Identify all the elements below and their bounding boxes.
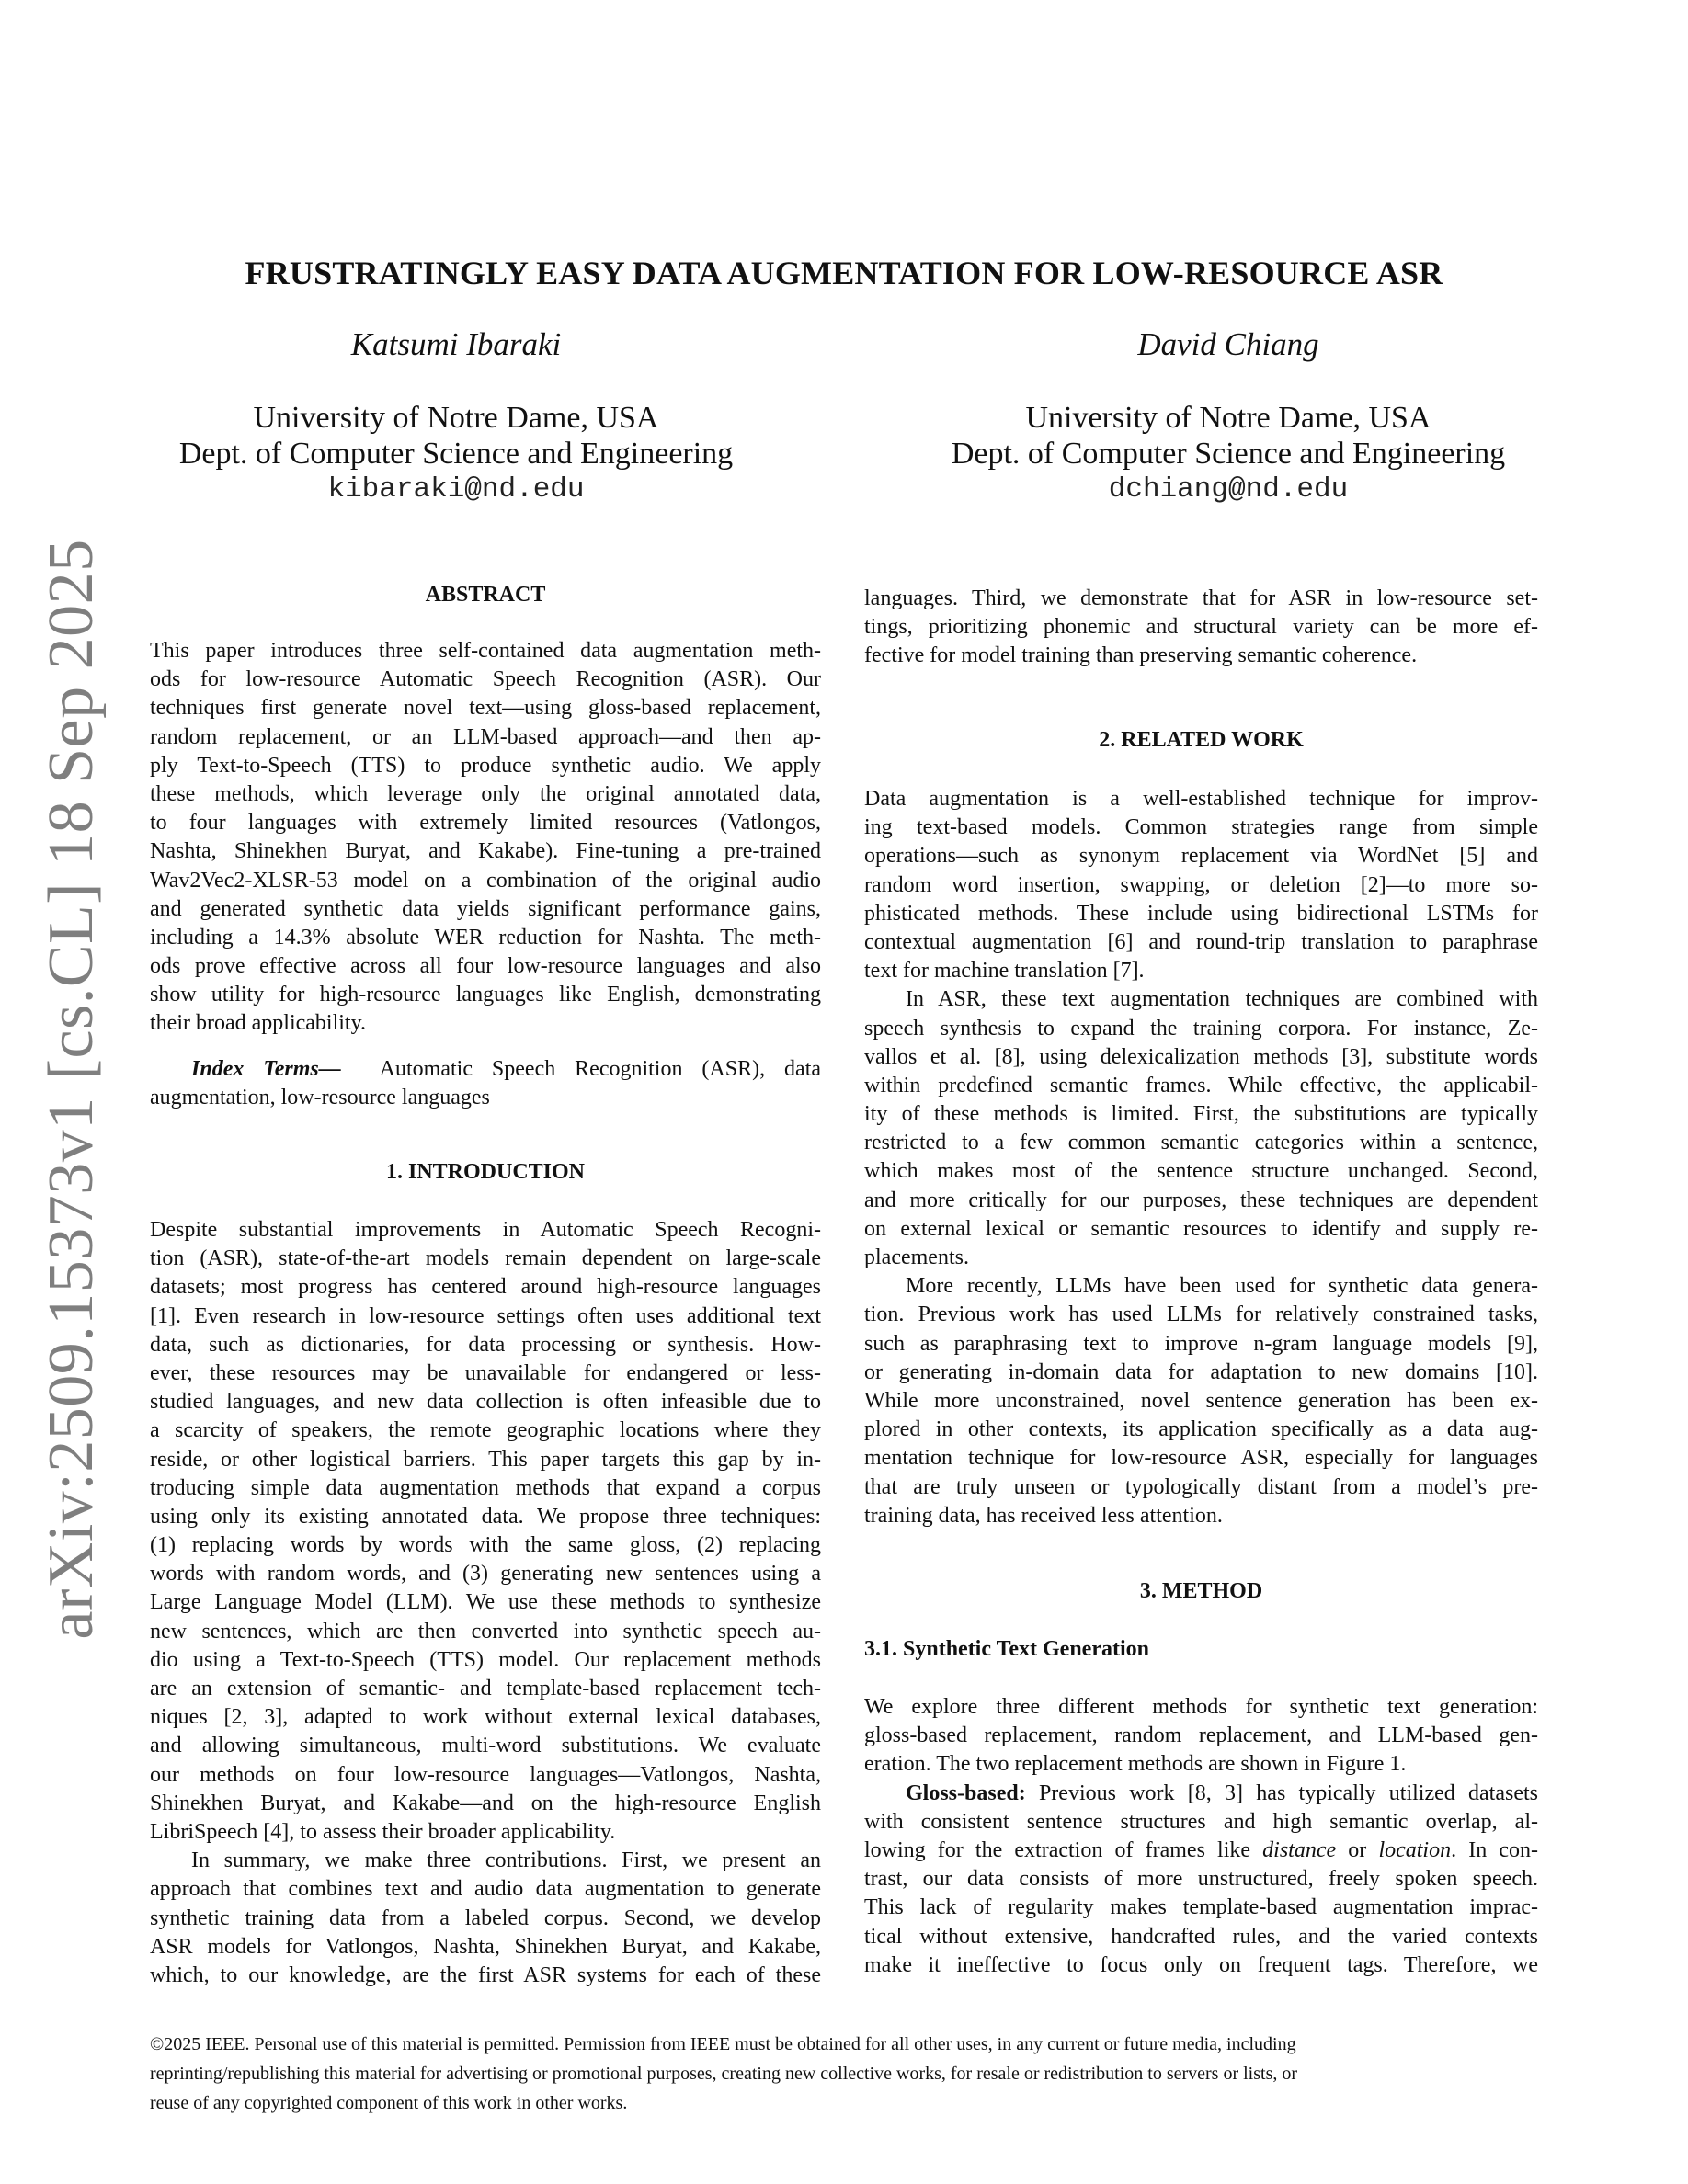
- text-line: which makes most of the sentence structure unchanged. Second,: [864, 1159, 1538, 1184]
- text-line: This paper introduces three self-contained data augmentation meth-: [150, 639, 821, 663]
- footer-line: reprinting/republishing this material for advertising or promotional purposes, creating new collective works, for resale or redistribution to servers or lists, or: [150, 2064, 1298, 2084]
- index-terms-text: Automatic Speech Recognition (ASR), data: [379, 1057, 821, 1081]
- affiliation-university: University of Notre Dame, USA: [1025, 401, 1431, 435]
- text-line: vallos et al. [8], using delexicalization methods [3], substitute words: [864, 1044, 1538, 1069]
- text-line: [864, 1837, 1538, 1865]
- footer-line: reuse of any copyrighted component of this work in other works.: [150, 2093, 628, 2113]
- text-line: ASR models for Vatlongos, Nashta, Shinekhen Buryat, and Kakabe,: [150, 1934, 821, 1959]
- text-line: plored in other contexts, its application specifically as a data aug-: [864, 1417, 1538, 1442]
- text-line: restricted to a few common semantic categories within a sentence,: [864, 1131, 1538, 1155]
- text-line: Shinekhen Buryat, and Kakabe—and on the high-resource English: [150, 1791, 821, 1815]
- copyright-notice: [150, 2030, 1538, 2118]
- text-line: within predefined semantic frames. While effective, the applicabil-: [864, 1073, 1538, 1098]
- paper-title: FRUSTRATINGLY EASY DATA AUGMENTATION FOR LOW-RESOURCE ASR: [245, 255, 1443, 291]
- text-line: ods prove effective across all four low-resource languages and also: [150, 954, 821, 979]
- text-line: More recently, LLMs have been used for synthetic data genera-: [906, 1274, 1538, 1299]
- text-line: tical without extensive, handcrafted rules, and the varied contexts: [864, 1924, 1538, 1949]
- text-line: such as paraphrasing text to improve n-gram language models [9],: [864, 1331, 1538, 1356]
- text-line: random word insertion, swapping, or deletion [2]—to more so-: [864, 872, 1538, 897]
- text-line: [1]. Even research in low-resource settings often uses additional text: [150, 1303, 821, 1328]
- author-name: David Chiang: [1137, 326, 1319, 362]
- text-line: [150, 1055, 821, 1084]
- text-line: In summary, we make three contributions. First, we present an: [191, 1848, 821, 1873]
- method-paragraph-1: [864, 1693, 1538, 1980]
- text-line: placements.: [864, 1246, 969, 1269]
- text-line: In ASR, these text augmentation techniques are combined with: [906, 987, 1538, 1012]
- text-line: techniques first generate novel text—using gloss-based replacement,: [150, 696, 821, 721]
- related-work-heading: 2. RELATED WORK: [1099, 728, 1304, 752]
- affiliation-department: Dept. of Computer Science and Engineering: [951, 437, 1506, 471]
- text-line: This lack of regularity makes template-based augmentation imprac-: [864, 1895, 1538, 1920]
- text-line: reside, or other logistical barriers. This paper targets this gap by in-: [150, 1447, 821, 1472]
- text-line: contextual augmentation [6] and round-trip translation to paraphrase: [864, 929, 1538, 954]
- text-line: tion. Previous work has used LLMs for relatively constrained tasks,: [864, 1302, 1538, 1327]
- text-line: on external lexical or semantic resources to identify and supply re-: [864, 1216, 1538, 1241]
- abstract-heading: ABSTRACT: [425, 583, 546, 607]
- left-column: [150, 0, 821, 2184]
- text-line: and more critically for our purposes, these techniques are dependent: [864, 1188, 1538, 1212]
- text-line: text for machine translation [7].: [864, 959, 1145, 984]
- text-line: Large Language Model (LLM). We use these methods to synthesize: [150, 1590, 821, 1615]
- related-work-paragraph-1: [864, 785, 1538, 1530]
- abstract-body: [150, 637, 821, 1039]
- text-line: speech synthesis to expand the training corpora. For instance, Ze-: [864, 1016, 1538, 1041]
- text-line: data, such as dictionaries, for data processing or synthesis. How-: [150, 1332, 821, 1357]
- index-terms: [150, 1055, 821, 1112]
- author-email[interactable]: kibaraki@nd.edu: [327, 473, 585, 506]
- text-line: are an extension of semantic- and template-based replacement tech-: [150, 1677, 821, 1701]
- text-line: ply Text-to-Speech (TTS) to produce synthetic audio. We apply: [150, 753, 821, 778]
- text-line: troducing simple data augmentation methods that expand a corpus: [150, 1475, 821, 1500]
- text-line: with consistent sentence structures and high semantic overlap, al-: [864, 1809, 1538, 1834]
- text-line: Nashta, Shinekhen Buryat, and Kakabe). Fine-tuning a pre-trained: [150, 839, 821, 864]
- text-line: studied languages, and new data collection is often infeasible due to: [150, 1390, 821, 1415]
- text-line: their broad applicability.: [150, 1011, 367, 1036]
- text-line: operations—such as synonym replacement via WordNet [5] and: [864, 844, 1538, 869]
- right-column: [864, 0, 1538, 2184]
- text-line: random replacement, or an LLM-based approach—and then ap-: [150, 724, 821, 749]
- text-line: which, to our knowledge, are the first ASR systems for each of these: [150, 1962, 821, 1987]
- text-line: dio using a Text-to-Speech (TTS) model. Our replacement methods: [150, 1647, 821, 1672]
- text-line: show utility for high-resource languages like English, demonstrating: [150, 983, 821, 1007]
- text-span: Previous work [8, 3] has typically utilized datasets: [1038, 1780, 1538, 1805]
- text-line: Data augmentation is a well-established technique for improv-: [864, 787, 1538, 811]
- text-line: approach that combines text and audio data augmentation to generate: [150, 1877, 821, 1902]
- author-email[interactable]: dchiang@nd.edu: [1108, 473, 1349, 506]
- text-line: Wav2Vec2-XLSR-53 model on a combination of the original audio: [150, 868, 821, 893]
- text-line: training data, has received less attention.: [864, 1503, 1223, 1528]
- text-span: or: [1336, 1837, 1379, 1862]
- text-line: While more unconstrained, novel sentence generation has been ex-: [864, 1388, 1538, 1413]
- text-line: augmentation, low-resource languages: [150, 1086, 490, 1110]
- arxiv-stamp: arXiv:2509.15373v1 [cs.CL] 18 Sep 2025: [36, 539, 107, 1640]
- text-line: (1) replacing words by words with the same gloss, (2) replacing: [150, 1533, 821, 1558]
- text-line: or generating in-domain data for adaptation to new domains [10].: [864, 1359, 1538, 1384]
- text-line: including a 14.3% absolute WER reduction for Nashta. The meth-: [150, 925, 821, 950]
- text-line: synthetic training data from a labeled corpus. Second, we develop: [150, 1905, 821, 1930]
- index-terms-label: Index Terms—: [191, 1057, 341, 1081]
- text-line: ity of these methods is limited. First, the substitutions are typically: [864, 1102, 1538, 1127]
- text-line: We explore three different methods for synthetic text generation:: [864, 1695, 1538, 1719]
- introduction-paragraph-1: [150, 1216, 821, 1990]
- subsection-heading: 3.1. Synthetic Text Generation: [864, 1637, 1149, 1661]
- text-span: lowing for the extraction of frames like: [864, 1837, 1263, 1862]
- text-line: trast, our data consists of more unstructured, freely spoken speech.: [864, 1867, 1538, 1892]
- author-name: Katsumi Ibaraki: [350, 326, 562, 362]
- text-span: . In con-: [1451, 1837, 1538, 1862]
- text-line: fective for model training than preserving semantic coherence.: [864, 643, 1418, 668]
- text-line: niques [2, 3], adapted to work without external lexical databases,: [150, 1705, 821, 1730]
- affiliation-department: Dept. of Computer Science and Engineering: [178, 437, 734, 471]
- text-line: mentation technique for low-resource ASR, especially for languages: [864, 1446, 1538, 1471]
- introduction-paragraph-2-continued: [864, 585, 1538, 671]
- footer-line: ©2025 IEEE. Personal use of this material is permitted. Permission from IEEE must be obtained for all other uses, in any current or future media, including: [150, 2034, 1296, 2054]
- affiliation-university: University of Notre Dame, USA: [253, 401, 659, 435]
- text-line: languages. Third, we demonstrate that for ASR in low-resource set-: [864, 586, 1538, 610]
- text-line: that are truly unseen or typologically distant from a model’s pre-: [864, 1474, 1538, 1499]
- emphasis-location: location: [1378, 1837, 1452, 1862]
- text-line: and allowing simultaneous, multi-word substitutions. We evaluate: [150, 1734, 821, 1758]
- text-line: these methods, which leverage only the original annotated data,: [150, 781, 821, 806]
- text-line: our methods on four low-resource languages—Vatlongos, Nashta,: [150, 1762, 821, 1787]
- text-line: ods for low-resource Automatic Speech Recognition (ASR). Our: [150, 667, 821, 692]
- text-line: phisticated methods. These include using bidirectional LSTMs for: [864, 901, 1538, 926]
- text-line: using only its existing annotated data. We propose three techniques:: [150, 1504, 821, 1529]
- text-line: to four languages with extremely limited resources (Vatlongos,: [150, 811, 821, 836]
- text-line: ing text-based models. Common strategies range from simple: [864, 815, 1538, 840]
- text-line: new sentences, which are then converted into synthetic speech au-: [150, 1619, 821, 1644]
- gloss-based-label: Gloss-based:: [906, 1780, 1026, 1805]
- text-line: a scarcity of speakers, the remote geographic locations where they: [150, 1418, 821, 1443]
- emphasis-distance: distance: [1262, 1837, 1337, 1862]
- text-line: make it ineffective to focus only on frequent tags. Therefore, we: [864, 1952, 1538, 1977]
- text-line: ever, these resources may be unavailable for endangered or less-: [150, 1360, 821, 1385]
- text-line: tion (ASR), state-of-the-art models remain dependent on large-scale: [150, 1246, 821, 1271]
- text-line: eration. The two replacement methods are shown in Figure 1.: [864, 1752, 1407, 1777]
- text-line: Despite substantial improvements in Automatic Speech Recogni-: [150, 1218, 821, 1242]
- method-heading: 3. METHOD: [1139, 1579, 1263, 1603]
- text-line: datasets; most progress has centered around high-resource languages: [150, 1275, 821, 1300]
- introduction-heading: 1. INTRODUCTION: [385, 1160, 586, 1184]
- text-line: words with random words, and (3) generating new sentences using a: [150, 1562, 821, 1587]
- text-line: and generated synthetic data yields significant performance gains,: [150, 896, 821, 921]
- text-line: gloss-based replacement, random replacement, and LLM-based gen-: [864, 1723, 1538, 1748]
- text-line: LibriSpeech [4], to assess their broader applicability.: [150, 1819, 616, 1844]
- text-line: tings, prioritizing phonemic and structural variety can be more ef-: [864, 615, 1538, 640]
- text-line: [864, 1780, 1538, 1808]
